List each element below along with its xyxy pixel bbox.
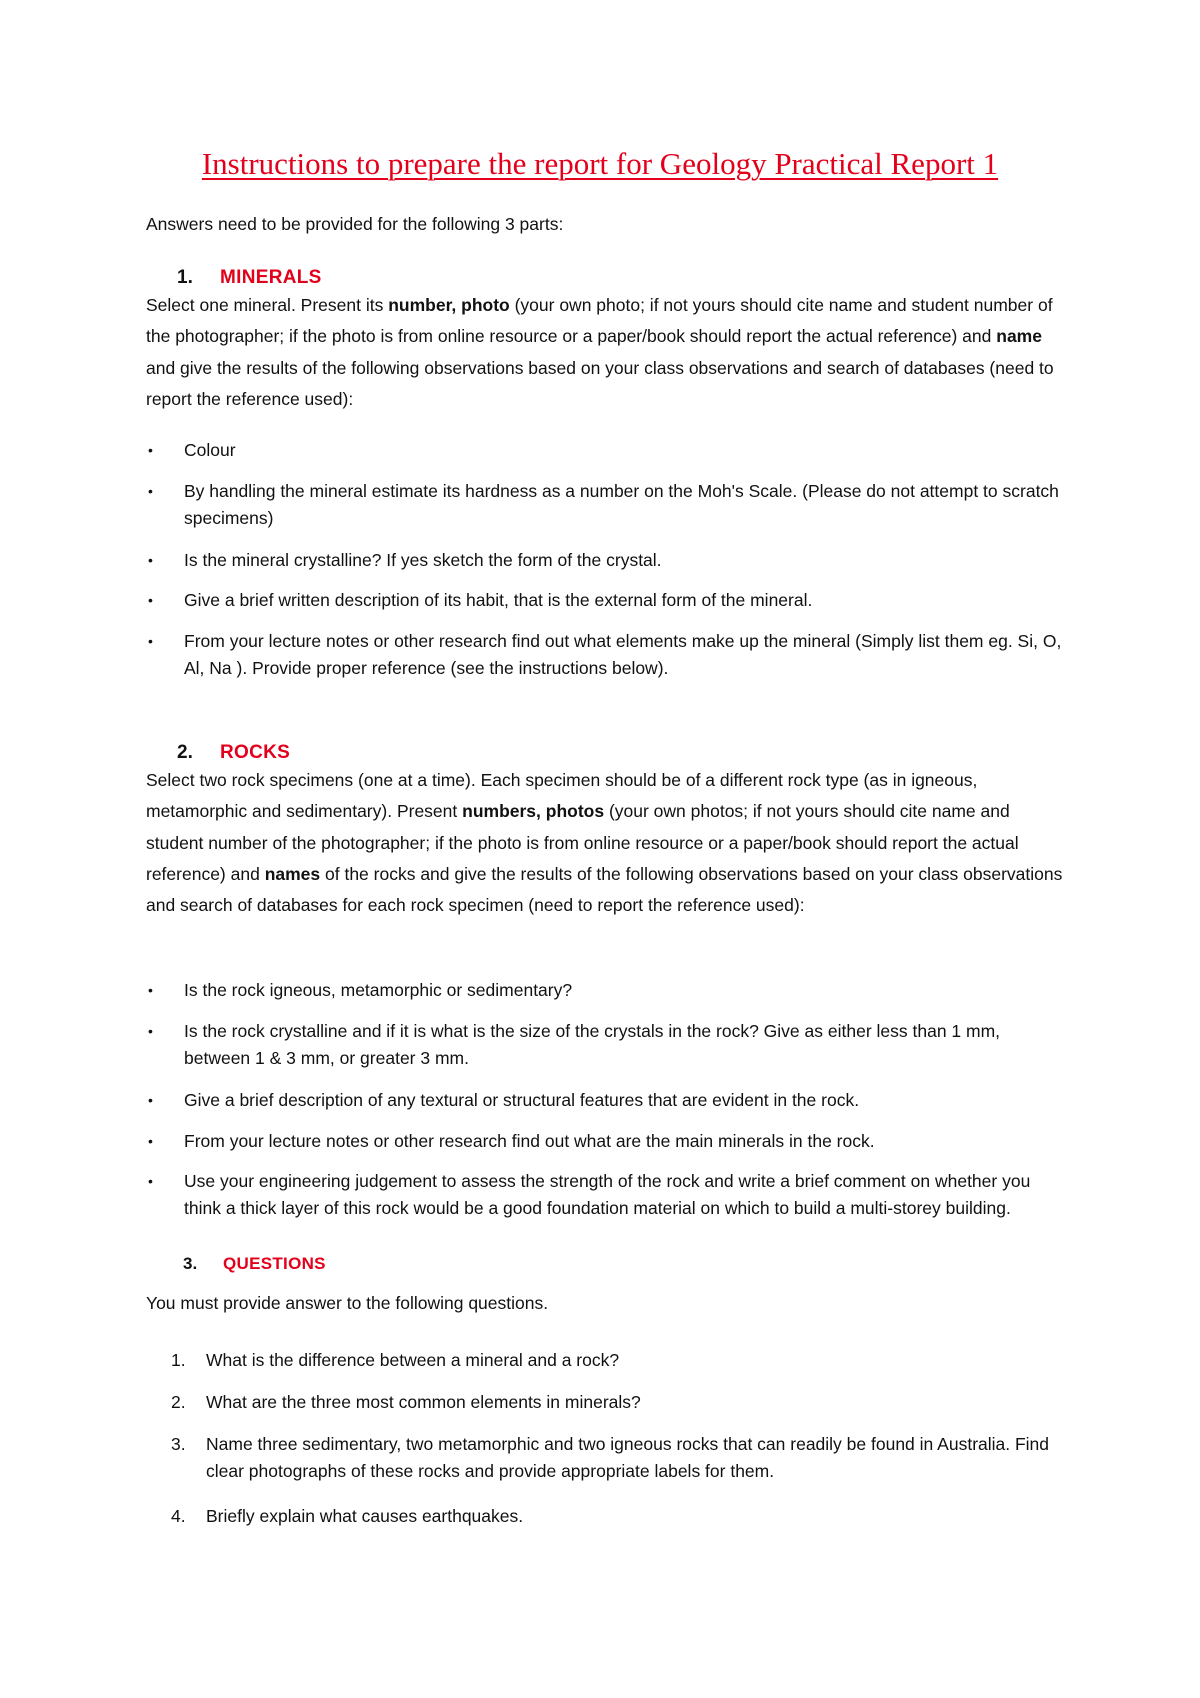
bullet-icon: • bbox=[148, 1173, 153, 1189]
bullet-icon: • bbox=[148, 633, 153, 649]
section-title: QUESTIONS bbox=[223, 1254, 326, 1273]
section-title: MINERALS bbox=[220, 267, 322, 288]
question-number: 2. bbox=[171, 1392, 186, 1412]
page-title: Instructions to prepare the report for Geology Practical Report 1 bbox=[201, 146, 999, 181]
paragraph-bold-text: numbers, photos bbox=[462, 801, 605, 822]
list-item-text: Is the mineral crystalline? If yes sketch the form of the crystal. bbox=[184, 550, 662, 570]
paragraph-text: (your own photos; if not yours should cite name and student number of the photographer; if the photo is from online resource or a paper/book should report the actual reference) and bbox=[146, 801, 1019, 884]
list-item-text: Give a brief description of any textural or structural features that are evident in the rock. bbox=[184, 1090, 860, 1110]
list-item bbox=[146, 478, 1066, 532]
paragraph-bold-text: names bbox=[264, 863, 321, 884]
list-item-text: From your lecture notes or other research find out what elements make up the mineral (Simply list them eg. Si, O, Al, Na ). Provide proper reference (see the instructions below). bbox=[184, 631, 1062, 678]
list-item-text: Briefly explain what causes earthquakes. bbox=[206, 1506, 524, 1526]
list-item bbox=[146, 437, 1066, 464]
list-item bbox=[146, 1018, 1066, 1072]
question-number: 4. bbox=[171, 1506, 186, 1526]
list-item bbox=[146, 1431, 1066, 1485]
question-number: 1. bbox=[171, 1350, 186, 1370]
paragraph-bold-text: name bbox=[996, 326, 1042, 347]
section-number: 3. bbox=[183, 1254, 198, 1273]
bullet-icon: • bbox=[148, 442, 153, 458]
paragraph-text: and give the results of the following observations based on your class observations and search of databases (need to report the reference used): bbox=[146, 357, 1054, 409]
list-item bbox=[146, 977, 1066, 1004]
bullet-icon: • bbox=[148, 483, 153, 499]
list-item bbox=[146, 1128, 1066, 1155]
list-item bbox=[146, 587, 1066, 614]
list-item bbox=[146, 1168, 1066, 1222]
list-item-text: Use your engineering judgement to assess the strength of the rock and write a brief comment on whether you think a thick layer of this rock would be a good foundation material on which to build a multi-storey building. bbox=[184, 1171, 1031, 1218]
bullet-icon: • bbox=[148, 552, 153, 568]
list-item bbox=[146, 1503, 1066, 1530]
list-item-text: What are the three most common elements in minerals? bbox=[206, 1392, 641, 1412]
paragraph-text: Select two rock specimens (one at a time). Each specimen should be of a different rock type (as in igneous, metamorphic and sedimentary). Present bbox=[146, 770, 978, 822]
list-item-text: Colour bbox=[184, 440, 236, 460]
section-heading-rocks bbox=[177, 742, 290, 764]
section-title: ROCKS bbox=[220, 742, 291, 763]
list-item bbox=[146, 547, 1066, 574]
section-number: 2. bbox=[177, 742, 193, 763]
list-item-text: What is the difference between a mineral and a rock? bbox=[206, 1350, 620, 1370]
bullet-icon: • bbox=[148, 982, 153, 998]
section-heading-questions bbox=[183, 1253, 326, 1275]
bullet-icon: • bbox=[148, 592, 153, 608]
minerals-paragraph bbox=[146, 290, 1066, 415]
bullet-icon: • bbox=[148, 1133, 153, 1149]
intro-text: Answers need to be provided for the following 3 parts: bbox=[146, 214, 564, 234]
list-item bbox=[146, 1087, 1066, 1114]
bullet-icon: • bbox=[148, 1023, 153, 1039]
paragraph-text: of the rocks and give the results of the following observations based on your class observations and search of databases for each rock specimen (need to report the reference used): bbox=[146, 863, 1063, 916]
list-item-text: By handling the mineral estimate its hardness as a number on the Moh's Scale. (Please do not attempt to scratch specimens) bbox=[184, 481, 1059, 528]
list-item bbox=[146, 1389, 1066, 1416]
list-item-text: Is the rock crystalline and if it is what is the size of the crystals in the rock? Give as either less than 1 mm, between 1 & 3 mm, or greater 3 mm. bbox=[184, 1021, 1001, 1068]
paragraph-text: (your own photo; if not yours should cite name and student number of the photographer; if the photo is from online resource or a paper/book should report the actual reference) and bbox=[146, 295, 1053, 347]
list-item-text: Is the rock igneous, metamorphic or sedimentary? bbox=[184, 980, 573, 1000]
paragraph-text: Select one mineral. Present its bbox=[146, 295, 389, 315]
list-item-text: Give a brief written description of its habit, that is the external form of the mineral. bbox=[184, 590, 813, 610]
questions-intro: You must provide answer to the following questions. bbox=[146, 1293, 549, 1313]
list-item-text: Name three sedimentary, two metamorphic and two igneous rocks that can readily be found in Australia. Find clear photographs of these rocks and provide appropriate labels for them. bbox=[206, 1434, 1050, 1481]
bullet-icon: • bbox=[148, 1092, 153, 1108]
rocks-paragraph bbox=[146, 765, 1066, 921]
paragraph-bold-text: number, photo bbox=[388, 295, 510, 315]
list-item bbox=[146, 1347, 1066, 1374]
list-item-text: From your lecture notes or other research find out what are the main minerals in the rock. bbox=[184, 1131, 875, 1151]
question-number: 3. bbox=[171, 1434, 186, 1454]
section-heading-minerals bbox=[177, 267, 322, 289]
list-item bbox=[146, 628, 1066, 682]
section-number: 1. bbox=[177, 267, 193, 288]
